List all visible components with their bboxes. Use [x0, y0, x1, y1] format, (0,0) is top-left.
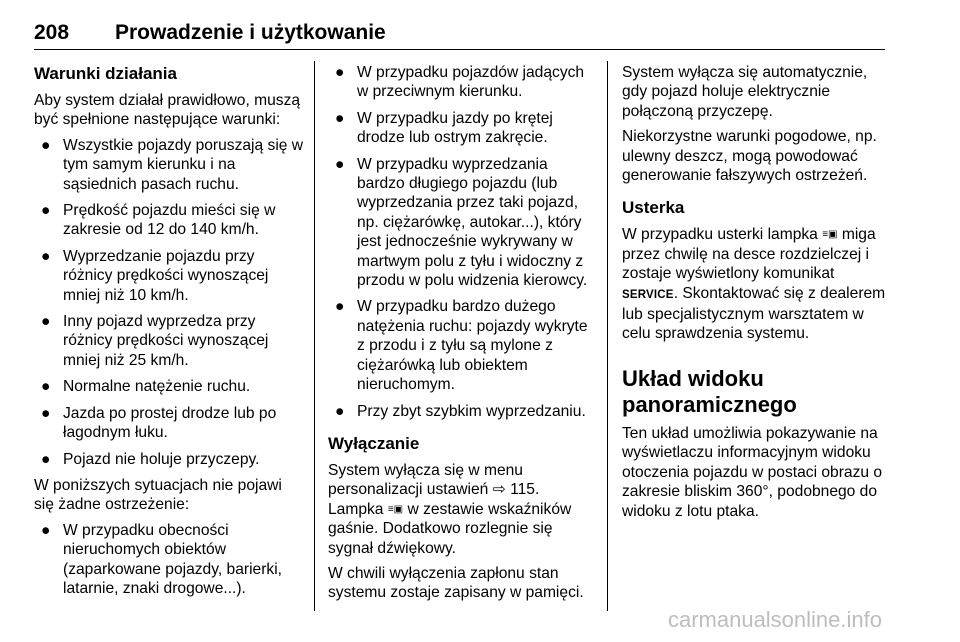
section-heading-fault: Usterka: [622, 198, 685, 218]
column-divider-2: [607, 61, 608, 611]
list-item: ● Przy zbyt szybkim wyprzedzaniu.: [335, 402, 586, 420]
column-3: [622, 63, 888, 527]
page-reference-arrow-icon: ⇨: [492, 481, 506, 499]
bullet-icon: ●: [41, 450, 51, 468]
service-message: SERVICE: [622, 288, 674, 301]
section-heading-off: Wyłączanie: [328, 433, 420, 453]
off-paragraph-1: System wyłącza się w menu personalizacji ustawień ⇨ 115. Lampka ≡▣ w zestawie wskaźników gaśnie. Dodatkowo rozlegnie się sygnał dźwiękowy.: [328, 461, 572, 557]
no-warning-list-continued: [328, 63, 592, 421]
list-item: ● Jazda po prostej drodze lub po łagodnym łuku.: [41, 404, 277, 442]
header-rule: [34, 49, 885, 50]
column-2: [328, 63, 592, 609]
bullet-icon: ●: [41, 378, 51, 396]
fault-paragraph: W przypadku usterki lampka ≡▣ miga przez chwilę na desce rozdzielczej i zostaje wyświetlony komunikat SERVICE. Skontaktować się z dealerem lub specjalistycznym warsztatem w celu sprawdzenia systemu.: [622, 226, 886, 343]
panoramic-paragraph: Ten układ umożliwia pokazywanie na wyświetlaczu informacyjnym widoku otoczenia pojazdu w postaci obrazu o zakresie bliskim 360°, podobnego do widoku z lotu ptaka.: [622, 424, 883, 520]
list-item: ● W przypadku obecności nieruchomych obiektów (zaparkowane pojazdy, barierki, latarnie, znaki drogowe...).: [41, 521, 282, 597]
blind-spot-lamp-icon: ≡▣: [387, 503, 404, 515]
list-item: ● Prędkość pojazdu mieści się w zakresie od 12 do 140 km/h.: [41, 202, 276, 239]
page-number: 208: [34, 21, 70, 44]
no-warning-list: [34, 521, 304, 599]
conditions-list: [34, 136, 304, 469]
page-reference[interactable]: 115.: [510, 481, 540, 499]
weather-paragraph: Niekorzystne warunki pogodowe, np. ulewny deszcz, mogą powodować generowanie fałszywych ostrzeżeń.: [622, 128, 877, 185]
watermark: carmanualsonline.info: [667, 607, 882, 632]
list-item: ● W przypadku bardzo dużego natężenia ruchu: pojazdy wykryte z przodu i z tyłu są mylone z ciężarówką lub obiektem nieruchomym.: [335, 298, 588, 394]
off-paragraph-2: W chwili wyłączenia zapłonu stan systemu zostaje zapisany w pamięci.: [328, 564, 584, 602]
blind-spot-lamp-icon: ≡▣: [822, 229, 838, 241]
list-item: ● Wyprzedzanie pojazdu przy różnicy prędkości wynoszącej mniej niż 10 km/h.: [41, 247, 269, 304]
column-1: [34, 63, 304, 605]
bullet-icon: ●: [335, 64, 345, 81]
list-item: ● Wszystkie pojazdy poruszają się w tym samym kierunku i na sąsiednich pasach ruchu.: [41, 136, 304, 193]
list-item: ● Inny pojazd wyprzedza przy różnicy prędkości wynoszącej mniej niż 25 km/h.: [41, 313, 269, 369]
bullet-icon: ●: [41, 521, 51, 539]
bullet-icon: ●: [41, 247, 51, 265]
bullet-icon: ●: [41, 404, 51, 422]
list-item: ● Normalne natężenie ruchu.: [41, 378, 251, 396]
auto-off-paragraph: System wyłącza się automatycznie, gdy pojazd holuje elektrycznie połączoną przyczepę.: [622, 64, 868, 120]
list-item: ● Pojazd nie holuje przyczepy.: [41, 450, 260, 468]
conditions-intro: Aby system działał prawidłowo, muszą być spełnione następujące warunki:: [34, 92, 301, 129]
page-title: Prowadzenie i użytkowanie: [115, 21, 386, 44]
bullet-icon: ●: [41, 202, 51, 220]
bullet-icon: ●: [335, 109, 345, 127]
list-item: ● W przypadku jazdy po krętej drodze lub ostrym zakręcie.: [335, 109, 553, 147]
bullet-icon: ●: [41, 136, 51, 154]
section-heading-conditions: Warunki działania: [34, 64, 177, 83]
no-warning-intro: W poniższych sytuacjach nie pojawi się żadne ostrzeżenie:: [34, 476, 282, 514]
bullet-icon: ●: [335, 298, 345, 316]
column-divider-1: [314, 61, 315, 611]
section-heading-panoramic: Układ widoku panoramicznego: [622, 365, 797, 417]
bullet-icon: ●: [335, 155, 345, 173]
list-item: ● W przypadku wyprzedzania bardzo długiego pojazdu (lub wyprzedzania przez taki pojazd, np. ciężarówkę, autokar...), który jest jednocześnie wykrywany w martwym polu z tyłu i widoczny z przodu w polu widzenia kierowcy.: [335, 155, 588, 290]
page-header: [34, 21, 926, 45]
bullet-icon: ●: [335, 402, 345, 420]
list-item: ● W przypadku pojazdów jadących w przeciwnym kierunku.: [335, 64, 585, 101]
bullet-icon: ●: [41, 313, 51, 331]
